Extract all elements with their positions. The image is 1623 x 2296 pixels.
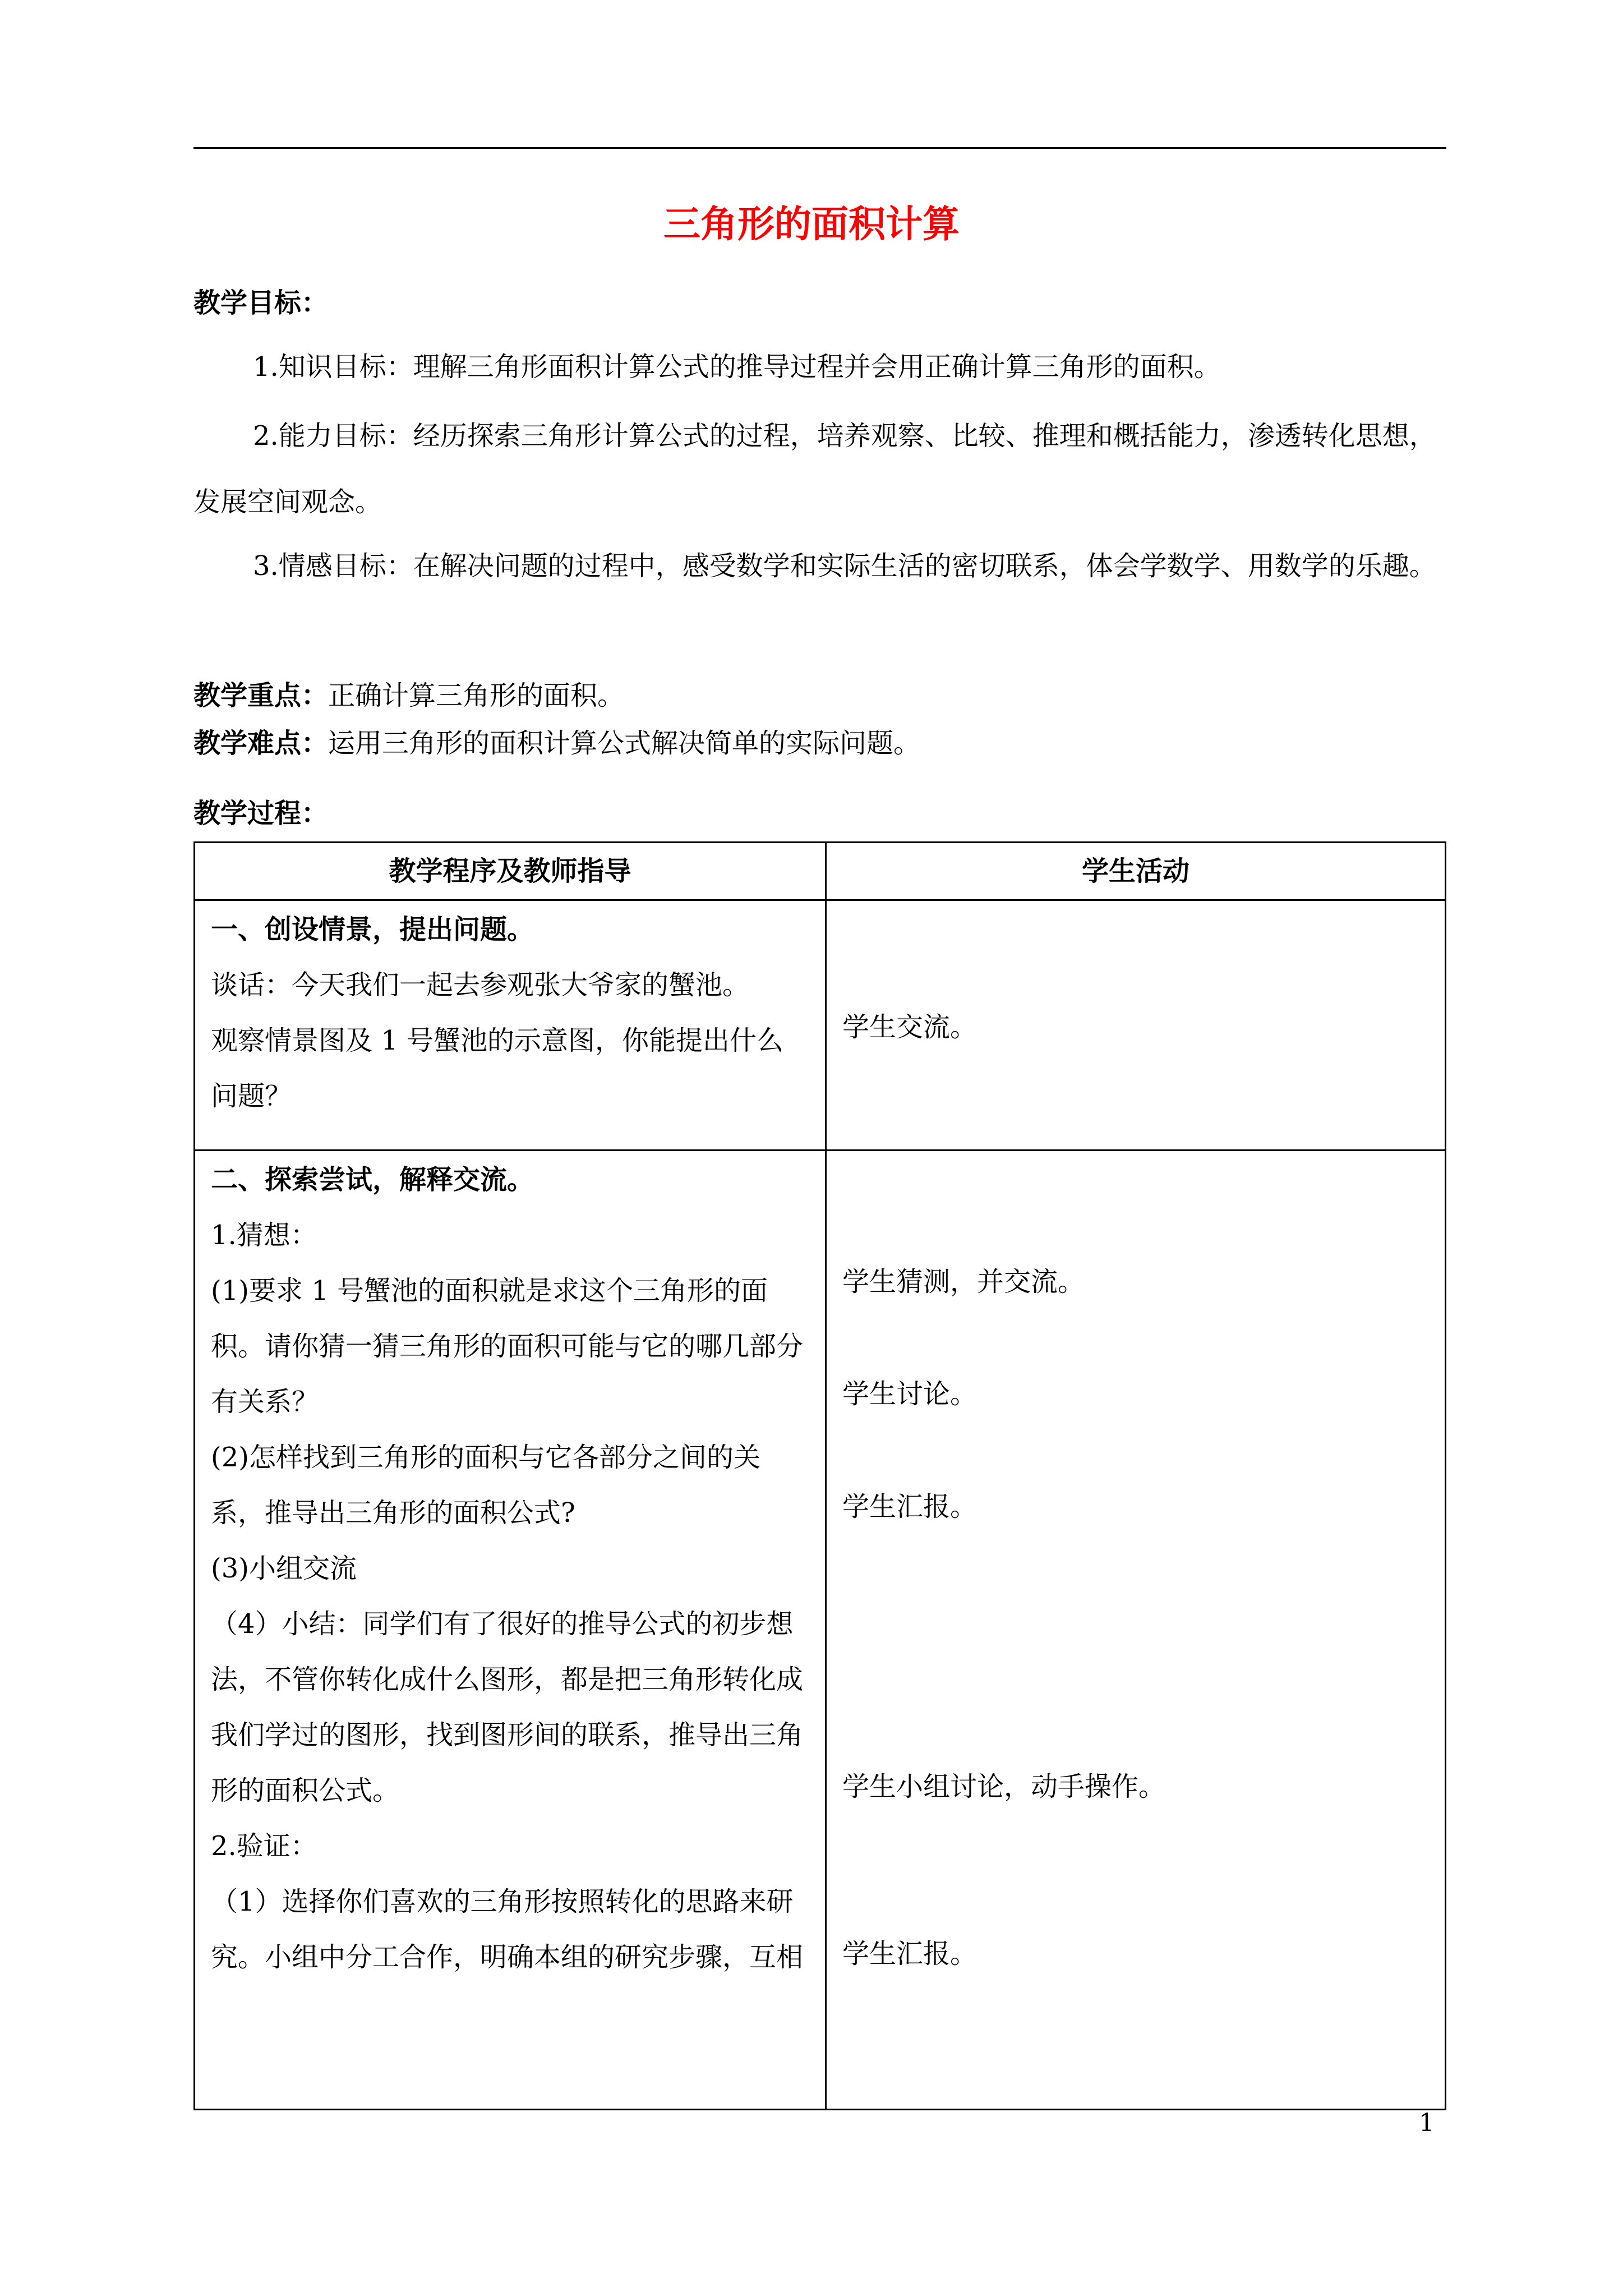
student-activity: 学生汇报。 <box>842 1938 978 1970</box>
goals-heading: 教学目标： <box>193 287 329 319</box>
student-activity: 学生小组讨论，动手操作。 <box>842 1771 1166 1802</box>
section1-student-cell <box>826 900 1446 1151</box>
section2-line: （4）小结：同学们有了很好的推导公式的初步想法，不管你转化成什么图形，都是把三角形转化成我们学过的图形，找到图形间的联系，推导出三角形的面积公式。 <box>211 1608 804 1806</box>
difficulty-text: 运用三角形的面积计算公式解决简单的实际问题。 <box>328 728 921 759</box>
student-activity: 学生讨论。 <box>842 1378 978 1410</box>
difficulty <box>193 726 920 760</box>
section1-title: 一、创设情景，提出问题。 <box>211 914 534 945</box>
key-point <box>193 679 624 712</box>
section2-student-cell <box>826 1151 1446 2110</box>
header-teacher: 教学程序及教师指导 <box>195 843 826 900</box>
table-header-row <box>195 843 1446 900</box>
section1-teacher-cell <box>195 900 826 1151</box>
goal-3: 3.情感目标：在解决问题的过程中，感受数学和实际生活的密切联系，体会学数学、用数学的乐趣。 <box>253 550 1436 582</box>
header-rule <box>193 147 1446 149</box>
header-student: 学生活动 <box>826 843 1446 900</box>
section2-line: (3)小组交流 <box>211 1553 357 1584</box>
section1-line: 谈话：今天我们一起去参观张大爷家的蟹池。 <box>211 969 750 1001</box>
section2-line: (2)怎样找到三角形的面积与它各部分之间的关系，推导出三角形的面积公式? <box>211 1442 760 1529</box>
goal-1: 1.知识目标：理解三角形面积计算公式的推导过程并会用正确计算三角形的面积。 <box>253 351 1221 383</box>
key-point-text: 正确计算三角形的面积。 <box>328 680 625 711</box>
table-row <box>195 900 1446 1151</box>
section2-line: 1.猜想： <box>211 1220 317 1251</box>
page-number: 1 <box>1419 2109 1435 2137</box>
difficulty-label: 教学难点： <box>193 728 329 759</box>
key-point-label: 教学重点： <box>193 680 329 711</box>
process-heading: 教学过程： <box>193 798 329 829</box>
section2-line: （1）选择你们喜欢的三角形按照转化的思路来研究。小组中分工合作，明确本组的研究步骤，互相 <box>211 1886 804 1973</box>
table-row <box>195 1151 1446 2110</box>
document-title: 三角形的面积计算 <box>663 203 960 246</box>
student-activity: 学生交流。 <box>842 1011 978 1043</box>
student-activity: 学生汇报。 <box>842 1491 978 1522</box>
goal-2: 2.能力目标：经历探索三角形计算公式的过程，培养观察、比较、推理和概括能力，渗透转化思想，发展空间观念。 <box>193 420 1436 518</box>
section2-line: (1)要求 1 号蟹池的面积就是求这个三角形的面积。请你猜一猜三角形的面积可能与它的哪几部分有关系？ <box>211 1275 804 1418</box>
section2-line: 2.验证： <box>211 1830 317 1862</box>
section2-teacher-cell <box>195 1151 826 2110</box>
section1-line: 观察情景图及 1 号蟹池的示意图，你能提出什么问题？ <box>211 1025 784 1112</box>
process-table <box>193 841 1446 2110</box>
student-activity: 学生猜测，并交流。 <box>842 1266 1085 1297</box>
section2-title: 二、探索尝试，解释交流。 <box>211 1164 534 1195</box>
